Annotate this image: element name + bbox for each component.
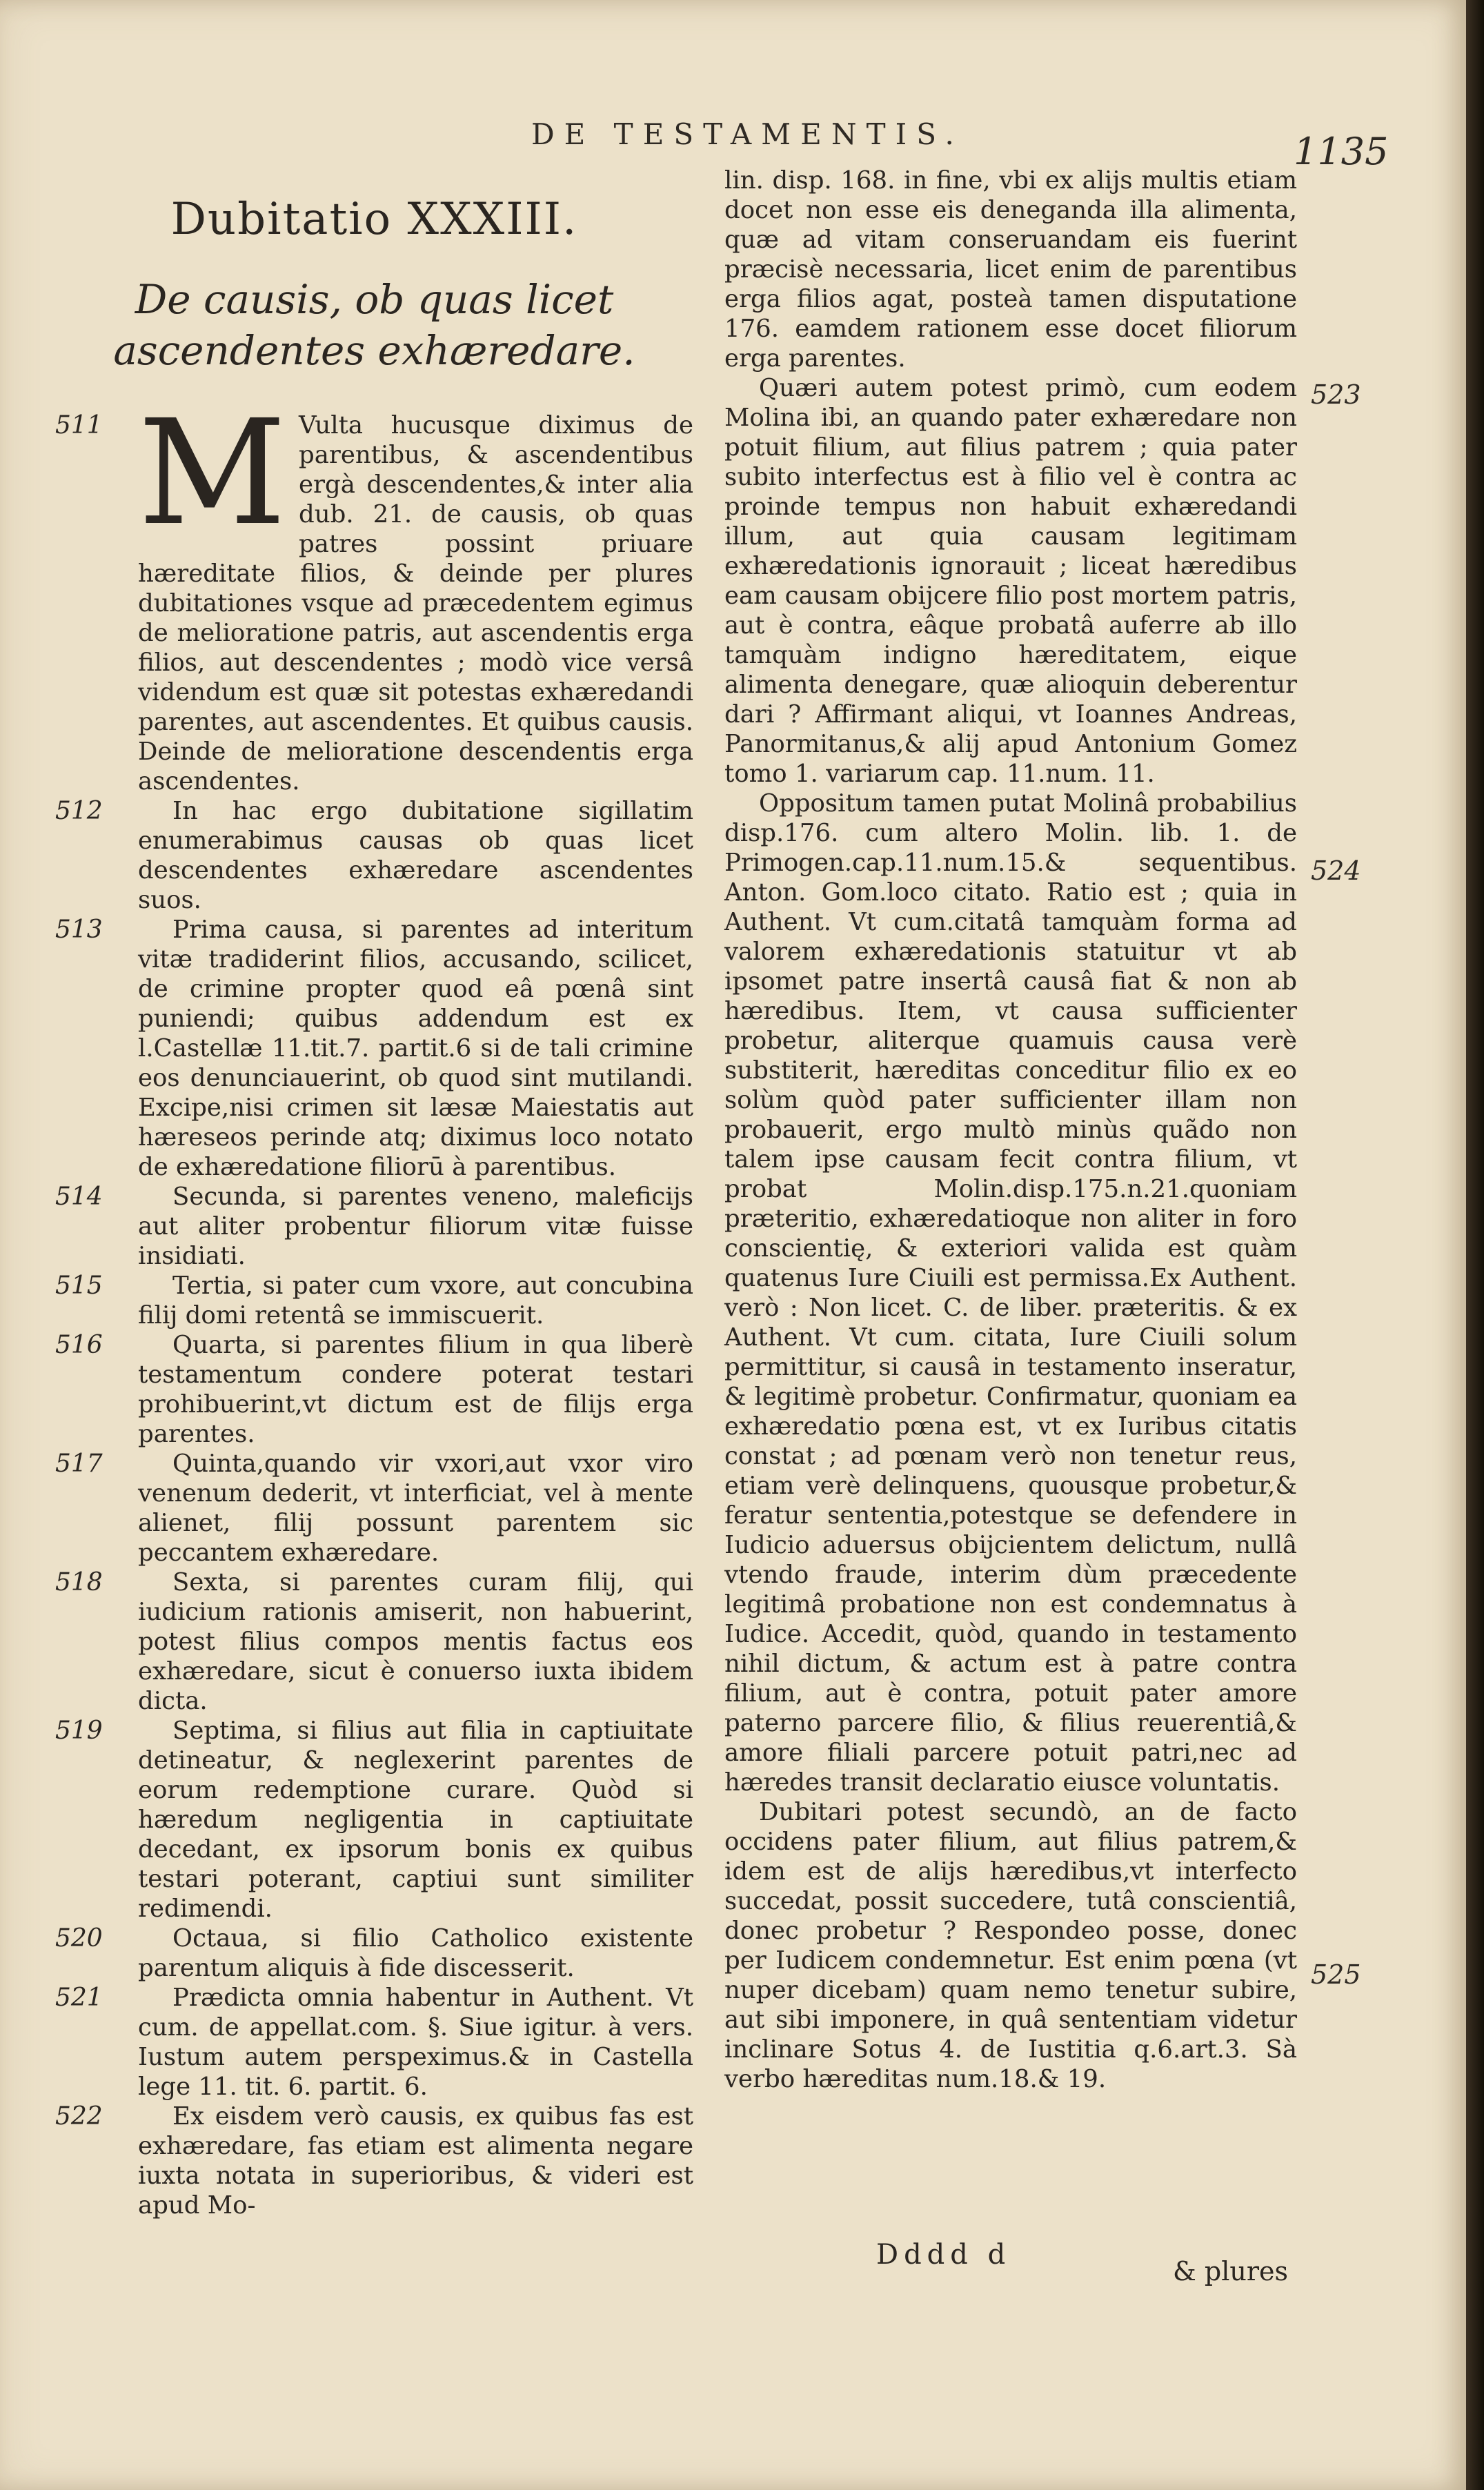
- paragraph-520: [55, 1924, 693, 1983]
- paragraph-number: 519: [55, 1717, 103, 1746]
- paragraph-number: 523: [1311, 379, 1361, 410]
- paragraph-522: [55, 2102, 693, 2220]
- paragraph-text: Septima, si filius aut filia in captiuitate detineatur, & neglexerint parentes de eorum redemptione curare. Quòd si hæredum negligentia in captiuitate decedant, ex ipsorum bonis ex quibus testari poterant, captiui sunt similiter redimendi.: [138, 1717, 693, 1924]
- paragraph-text: Dubitari potest secundò, an de facto occidens pater filium, aut filius patrem,& idem est de alijs hæredibus,vt interfecto succedat, possit succedere, tutâ conscientiâ, donec probetur ? Respondeo posse, donec per Iudicem condemnetur. Est enim pœna (vt nuper dicebam) quam nemo tenetur subire, aut sibi imponere, in quâ sententiam videtur inclinare Sotus 4. de Iustitia q.6.art.3. Sà verbo hæreditas num.18.& 19.: [724, 1798, 1297, 2093]
- right-column: [724, 166, 1297, 2094]
- paragraph-number: 511: [55, 411, 103, 440]
- paragraph-512: [55, 796, 693, 915]
- paragraph-523: [724, 373, 1297, 789]
- paragraph-521: [55, 1983, 693, 2102]
- paragraph-text: Prima causa, si parentes ad interitum vitæ tradiderint filios, accusando, scilicet, de crimine propter quod eâ pœnâ sint puniendi; quibus addendum est ex l.Castellæ 11.tit.7. partit.6 si de tali crimine eos denunciauerint, ob quod sint mutilandi. Excipe,nisi crimen sit læsæ Maiestatis aut hæreseos perinde atq; diximus loco notato de exhæredatione filiorū à parentibus.: [138, 916, 693, 1182]
- paragraph-number: 521: [55, 1984, 103, 2013]
- paragraph-518: [55, 1568, 693, 1716]
- paragraph-text: Sexta, si parentes curam filij, qui iudicium rationis amiserit, non habuerint, potest filius compos mentis factus eos exhæredare, sicut è conuerso iuxta ibidem dicta.: [138, 1568, 693, 1716]
- paragraph-number: 515: [55, 1272, 103, 1301]
- paragraph-text: Quarta, si parentes filium in qua liberè testamentum condere poterat testari prohibuerint,vt dictum est de filijs erga parentes.: [138, 1331, 693, 1449]
- paragraph-text: Prædicta omnia habentur in Authent. Vt cum. de appellat.com. §. Siue igitur. à vers. Iustum autem perspeximus.& in Castella lege 11. tit. 6. partit. 6.: [138, 1984, 693, 2102]
- paragraph-continued: lin. disp. 168. in fine, vbi ex alijs multis etiam docet non esse eis deneganda illa alimenta, quæ ad vitam conseruandam eis fuerint præcisè necessaria, licet enim de parentibus erga filios agat, posteà tamen disputatione 176. eamdem rationem esse docet filiorum erga parentes.: [724, 166, 1297, 373]
- paragraph-number: 512: [55, 797, 103, 826]
- catchword: & plures: [1173, 2256, 1289, 2286]
- page-number: 1135: [1294, 130, 1389, 173]
- left-column: [55, 166, 693, 2220]
- paragraph-519: [55, 1716, 693, 1924]
- paragraph-text: Octaua, si filio Catholico existente parentum aliquis à fide discesserit.: [138, 1924, 693, 1983]
- paragraph-number: 525: [1311, 1959, 1361, 1990]
- paragraph-525: [724, 1797, 1297, 2094]
- paragraph-number: 513: [55, 916, 103, 945]
- paragraph-text: Ex eisdem verò causis, ex quibus fas est exhæredare, fas etiam est alimenta negare iuxta notata in superioribus, & videri est apud Mo-: [138, 2102, 693, 2220]
- paragraph-number: 520: [55, 1924, 103, 1953]
- paragraph-513: [55, 915, 693, 1182]
- paragraph-number: 518: [55, 1568, 103, 1597]
- page-edge: [1466, 0, 1484, 2490]
- paragraph-number: 514: [55, 1183, 103, 1212]
- paragraph-514: [55, 1182, 693, 1271]
- paragraph-number: 517: [55, 1450, 103, 1479]
- running-head: DE TESTAMENTIS.: [531, 117, 964, 151]
- paragraph-text: In hac ergo dubitatione sigillatim enumerabimus causas ob quas licet descendentes exhæredare ascendentes suos.: [138, 797, 693, 915]
- paragraph-517: [55, 1449, 693, 1568]
- paragraph-text: Vulta hucusque diximus de parentibus, & ascendentibus ergà descendentes,& inter alia dub. 21. de causis, ob quas patres possint priuare hæreditate filios, & deinde per plures dubitationes vsque ad præcedentem egimus de melioratione patris, aut ascendentis erga filios, aut descendentes ; modò vice versâ videndum est quæ sit potestas exhæredandi parentes, aut ascendentes. Et quibus causis. Deinde de melioratione descendentis erga ascendentes.: [138, 411, 693, 796]
- drop-cap: M: [138, 388, 287, 558]
- paragraph-524: [724, 789, 1297, 1797]
- paragraph-text: Secunda, si parentes veneno, maleficijs aut aliter probentur filiorum vitæ fuisse insidiati.: [138, 1183, 693, 1271]
- paragraph-511: [55, 388, 693, 796]
- paragraph-text: Tertia, si pater cum vxore, aut concubina filij domi retentâ se immiscuerit.: [138, 1272, 693, 1330]
- paragraph-number: 522: [55, 2102, 103, 2131]
- paragraph-text: Quæri autem potest primò, cum eodem Molina ibi, an quando pater exhæredare non potuit filium, aut filius patrem ; quia pater subito interfectus est à filio vel è contra ac proinde tempus non habuit exhæredandi illum, aut quia causam legitimam exhæredationis ignorauit ; liceat hæredibus eam causam obijcere filio post mortem patris, aut è contra, eâque probatâ auferre ab illo tamquàm indigno hæreditatem, eique alimenta denegare, quæ alioquin deberentur dari ? Affirmant aliqui, vt Ioannes Andreas, Panormitanus,& alij apud Antonium Gomez tomo 1. variarum cap. 11.num. 11.: [724, 374, 1297, 788]
- paragraph-text: Quinta,quando vir vxori,aut vxor viro venenum dederit, vt interficiat, vel à mente alienet, filij possunt parentem sic peccantem exhæredare.: [138, 1450, 693, 1568]
- paragraph-515: [55, 1271, 693, 1330]
- paragraph-number: 516: [55, 1331, 103, 1360]
- signature-mark: Dddd d: [876, 2239, 1011, 2271]
- section-title: Dubitatio XXXIII.: [170, 194, 578, 245]
- section-subtitle: De causis, ob quas licet ascendentes exhæredare.: [113, 275, 635, 375]
- paragraph-516: [55, 1330, 693, 1449]
- paragraph-number: 524: [1311, 856, 1361, 886]
- paragraph-text: Oppositum tamen putat Molinâ probabilius disp.176. cum altero Molin. lib. 1. de Primogen.cap.11.num.15.& sequentibus. Anton. Gom.loco citato. Ratio est ; quia in Authent. Vt cum.citatâ tamquàm forma ad valorem exhæredationis statuitur vt ab ipsomet patre insertâ causâ fiat & non ab hæredibus. Item, vt causa sufficienter probetur, aliterque quamuis causa verè substiterit, hæreditas conceditur filio ex eo solùm quòd pater sufficienter illam non probauerit, ergo multò minùs quãdo non talem ipse causam fecit contra filium, vt probat Molin.disp.175.n.21.quoniam præteritio, exhæredatioque non aliter in foro conscientię, & exteriori valida est quàm quatenus Iure Ciuili est permissa.Ex Authent. verò : Non licet. C. de liber. præteritis. & ex Authent. Vt cum. citata, Iure Ciuili solum permittitur, si causâ in testamento inseratur, & legitimè probetur. Confirmatur, quoniam ea exhæredatio pœna est, vt ex Iuribus citatis constat ; ad pœnam verò non tenetur reus, etiam verè delinquens, quousque probetur,& feratur sententia,potestque se defendere in Iudicio aduersus obijcientem delictum, nullâ vtendo fraude, interim dùm præcedente legitimâ probatione non est condemnatus à Iudice. Accedit, quòd, quando in testamento nihil dictum, & actum est à patre contra filium, aut è contra, potuit pater amore paterno parcere filio, & filius reuerentiâ,& amore filiali parcere potuit patri,nec ad hæredes transit declaratio eiusce voluntatis.: [724, 789, 1297, 1797]
